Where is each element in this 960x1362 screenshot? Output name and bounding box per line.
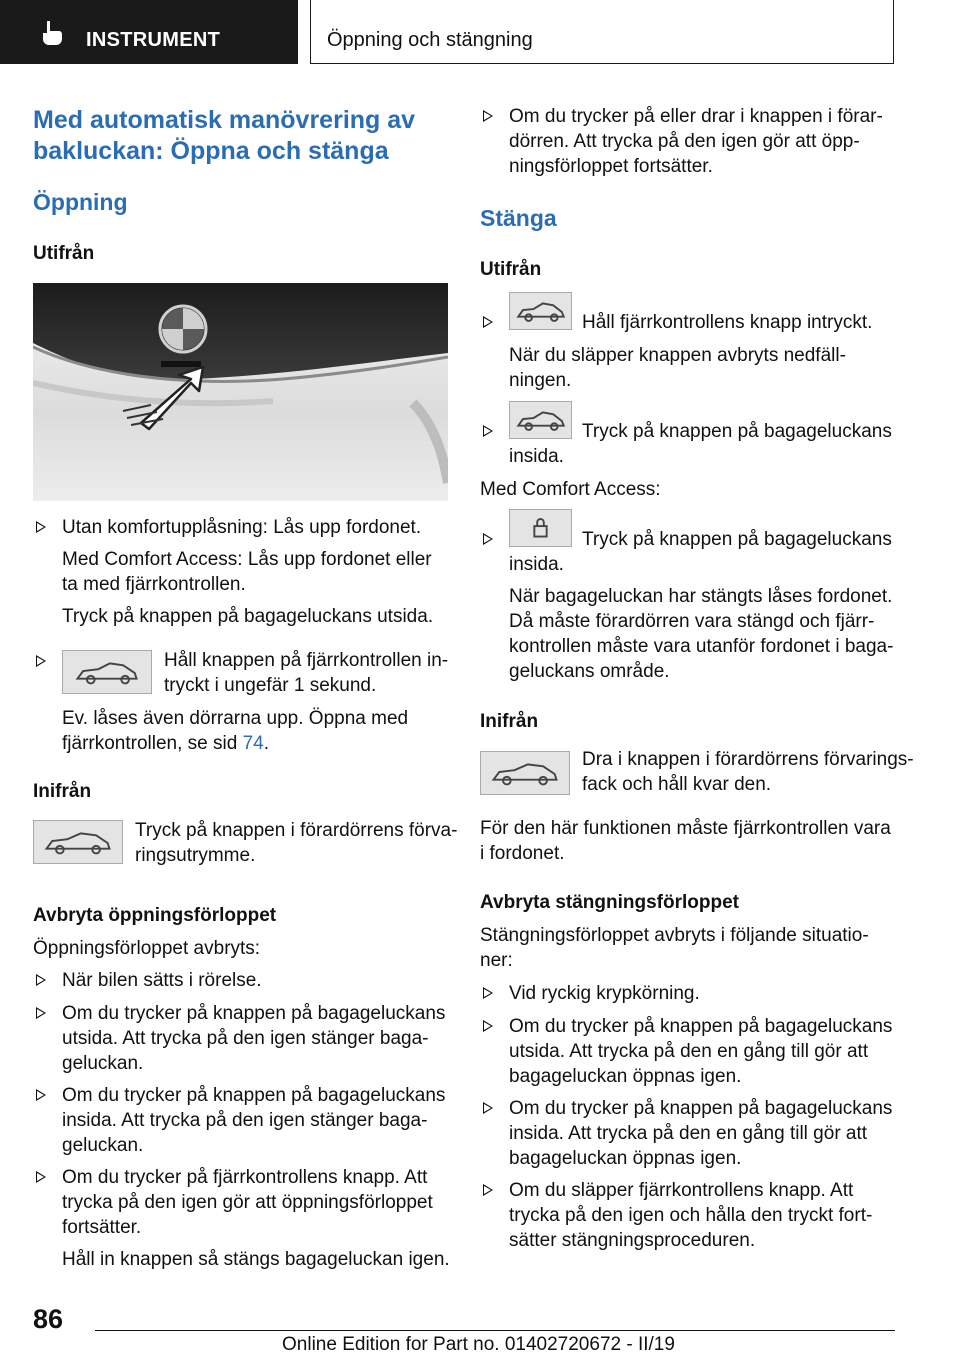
main-title: Med automatisk manövrering av bakluckan: Öppna och stänga xyxy=(33,106,416,165)
heading-cancel-closing: Avbryta stängningsförloppet xyxy=(480,892,739,913)
trunk-photo xyxy=(33,283,448,501)
page-number: 86 xyxy=(33,1304,64,1334)
bullet-arrow-icon xyxy=(483,1020,493,1032)
bullet-arrow-icon xyxy=(36,655,46,667)
bullet-arrow-icon xyxy=(483,110,493,122)
cancel-item: Om du trycker på fjärrkontrollens knapp. Att trycka på den igen gör att öppningsförloppet fortsätter. Håll in knappen så stängs bagageluckan igen. xyxy=(62,1167,450,1270)
close-inside-line1: Tryck på knappen på bagageluckans xyxy=(582,421,892,442)
chapter-tab xyxy=(310,0,894,64)
edition-note: Online Edition for Part no. 01402720672 - II/19 xyxy=(282,1334,675,1355)
heading-inside: Inifrån xyxy=(480,711,539,732)
comfort-access-label: Med Comfort Access: xyxy=(480,479,661,500)
remote-note: För den här funktionen måste fjärrkontrollen vara i fordonet. xyxy=(480,818,891,864)
cancel-item: Vid ryckig krypkörning. xyxy=(509,983,700,1004)
inside-close-instruction: Dra i knappen i förardörrens förvarings- fack och håll kvar den. xyxy=(582,749,914,795)
door-button-icon xyxy=(480,751,570,795)
pointing-hand-icon xyxy=(40,20,64,46)
heading-inside: Inifrån xyxy=(33,781,92,802)
heading-outside: Utifrån xyxy=(33,243,95,264)
doors-unlock-note: Ev. låses även dörrarna upp. Öppna med fjärrkontrollen, se sid 74. xyxy=(62,708,409,754)
heading-opening: Öppning xyxy=(33,189,128,215)
bullet-arrow-icon xyxy=(483,316,493,328)
heading-cancel-opening: Avbryta öppningsförloppet xyxy=(33,905,277,926)
trunk-remote-button-icon xyxy=(509,292,572,330)
cancel-item: Om du trycker på knappen på bagageluckans insida. Att trycka på den igen stänger baga- geluckan. xyxy=(62,1085,446,1156)
section-label: INSTRUMENT xyxy=(86,29,221,51)
close-inside-line2: insida. xyxy=(509,446,564,467)
inside-instruction: Tryck på knappen i förardörrens förva- ringsutrymme. xyxy=(135,820,458,866)
bullet-arrow-icon xyxy=(36,1171,46,1183)
cancel-closing-intro: Stängningsförloppet avbryts i följande situatio- ner: xyxy=(480,925,869,971)
bullet-unlock: Utan komfortupplåsning: Lås upp fordonet. Med Comfort Access: Lås upp fordonet eller ta med fjärrkontrollen. Tryck på knappen på bagageluckans utsida. xyxy=(62,517,434,627)
page-link[interactable]: 74 xyxy=(242,733,264,754)
close-remote-instruction: Håll fjärrkontrollens knapp intryckt. xyxy=(582,312,873,333)
bullet-door-button: Om du trycker på eller drar i knappen i förar- dörren. Att trycka på den igen gör att öpp- ningsförloppet fortsätter. xyxy=(509,106,883,177)
trunk-inside-button-icon xyxy=(509,401,572,439)
bullet-arrow-icon xyxy=(483,425,493,437)
bullet-hold-remote: Håll knappen på fjärrkontrollen in- tryckt i ungefär 1 sekund. xyxy=(164,650,449,696)
bullet-arrow-icon xyxy=(483,1184,493,1196)
cancel-item: När bilen sätts i rörelse. xyxy=(62,970,262,991)
bullet-arrow-icon xyxy=(483,1102,493,1114)
cancel-item: Om du trycker på knappen på bagageluckans utsida. Att trycka på den en gång till gör att bagageluckan öppnas igen. xyxy=(509,1016,893,1087)
cancel-item: Om du släpper fjärrkontrollens knapp. Att trycka på den igen och hålla den tryckt fort- sätter stängningsproceduren. xyxy=(509,1180,873,1251)
page-header xyxy=(0,0,960,66)
cancel-intro: Öppningsförloppet avbryts: xyxy=(33,938,261,959)
bullet-arrow-icon xyxy=(36,974,46,986)
close-remote-note: När du släpper knappen avbryts nedfäll- ningen. xyxy=(509,345,846,391)
comfort-close-line1: Tryck på knappen på bagageluckans xyxy=(582,529,892,550)
door-button-icon xyxy=(33,820,123,864)
bullet-arrow-icon xyxy=(36,1089,46,1101)
heading-closing: Stänga xyxy=(480,205,557,231)
bullet-arrow-icon xyxy=(483,533,493,545)
lock-button-icon xyxy=(509,509,572,547)
footer-divider xyxy=(95,1330,895,1331)
bullet-arrow-icon xyxy=(36,1007,46,1019)
section-tab xyxy=(0,0,298,64)
trunk-remote-button-icon xyxy=(62,650,152,694)
bullet-arrow-icon xyxy=(36,521,46,533)
comfort-close-text: insida. När bagageluckan har stängts låses fordonet. Då måste förardörren vara stängd och fjärr- kontrollen måste vara utanför fordonet i baga- geluckans område. xyxy=(509,554,894,682)
heading-outside: Utifrån xyxy=(480,259,542,280)
cancel-item: Om du trycker på knappen på bagageluckans insida. Att trycka på den en gång till gör att bagageluckan öppnas igen. xyxy=(509,1098,893,1169)
cancel-item: Om du trycker på knappen på bagageluckans utsida. Att trycka på den igen stänger baga- geluckan. xyxy=(62,1003,446,1074)
chapter-label: Öppning och stängning xyxy=(327,29,533,51)
bullet-arrow-icon xyxy=(483,987,493,999)
